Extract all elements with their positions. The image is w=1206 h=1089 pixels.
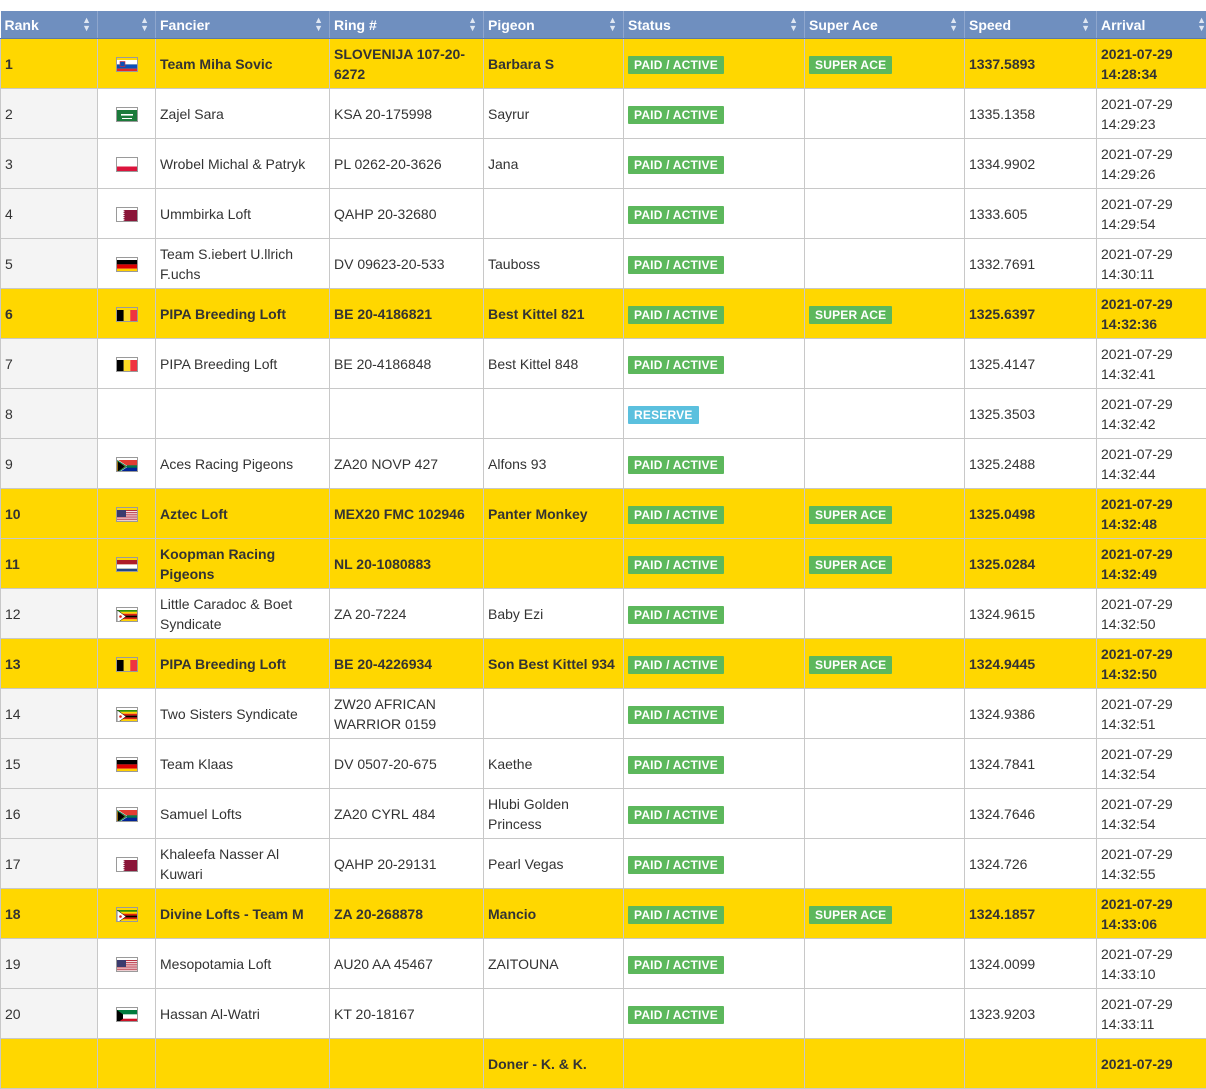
cell-flag [98, 139, 156, 189]
cell-fancier [156, 1039, 330, 1089]
cell-flag [98, 239, 156, 289]
cell-pigeon: Pearl Vegas [484, 839, 624, 889]
cell-fancier [156, 389, 330, 439]
cell-rank: 4 [1, 189, 98, 239]
super-ace-badge: SUPER ACE [809, 556, 892, 574]
cell-pigeon: ZAITOUNA [484, 939, 624, 989]
cell-pigeon: Doner - K. & K. [484, 1039, 624, 1089]
germany-flag-icon [116, 257, 138, 272]
cell-flag [98, 839, 156, 889]
cell-rank: 11 [1, 539, 98, 589]
cell-arrival: 2021-07-29 14:33:11 [1097, 989, 1206, 1039]
cell-ring: PL 0262-20-3626 [330, 139, 484, 189]
cell-speed: 1333.605 [965, 189, 1097, 239]
header-status[interactable]: Status ▲ ▼ [624, 11, 805, 39]
cell-flag [98, 339, 156, 389]
cell-speed: 1324.726 [965, 839, 1097, 889]
cell-rank: 19 [1, 939, 98, 989]
cell-pigeon: Best Kittel 848 [484, 339, 624, 389]
cell-speed: 1325.0498 [965, 489, 1097, 539]
cell-status [624, 639, 805, 689]
status-badge: PAID / ACTIVE [628, 456, 724, 474]
slovenia-flag-icon [116, 57, 138, 72]
cell-speed: 1325.6397 [965, 289, 1097, 339]
cell-status [624, 989, 805, 1039]
cell-rank: 15 [1, 739, 98, 789]
cell-fancier: PIPA Breeding Loft [156, 339, 330, 389]
cell-arrival: 2021-07-29 14:32:42 [1097, 389, 1206, 439]
cell-fancier: Samuel Lofts [156, 789, 330, 839]
header-flag[interactable] [98, 11, 156, 39]
zimbabwe-flag-icon [116, 607, 138, 622]
cell-status [624, 839, 805, 889]
cell-rank: 17 [1, 839, 98, 889]
cell-arrival: 2021-07-29 14:32:50 [1097, 589, 1206, 639]
cell-pigeon [484, 689, 624, 739]
cell-fancier: Two Sisters Syndicate [156, 689, 330, 739]
usa-flag-icon [116, 957, 138, 972]
cell-pigeon: Sayrur [484, 89, 624, 139]
cell-rank: 20 [1, 989, 98, 1039]
cell-flag [98, 939, 156, 989]
cell-status [624, 289, 805, 339]
cell-flag [98, 1039, 156, 1089]
cell-ring: QAHP 20-32680 [330, 189, 484, 239]
cell-speed [965, 1039, 1097, 1089]
cell-super-ace [805, 89, 965, 139]
super-ace-badge: SUPER ACE [809, 306, 892, 324]
cell-super-ace [805, 589, 965, 639]
status-badge: RESERVE [628, 406, 699, 424]
cell-rank: 12 [1, 589, 98, 639]
southafrica-flag-icon [116, 457, 138, 472]
cell-fancier: Divine Lofts - Team M [156, 889, 330, 939]
cell-fancier: Team Klaas [156, 739, 330, 789]
cell-rank: 3 [1, 139, 98, 189]
cell-arrival: 2021-07-29 14:32:41 [1097, 339, 1206, 389]
cell-speed: 1325.3503 [965, 389, 1097, 439]
cell-arrival: 2021-07-29 14:32:50 [1097, 639, 1206, 689]
cell-pigeon: Alfons 93 [484, 439, 624, 489]
table-row[interactable] [1, 1039, 1206, 1089]
cell-speed: 1337.5893 [965, 39, 1097, 89]
cell-flag [98, 439, 156, 489]
cell-fancier: Koopman Racing Pigeons [156, 539, 330, 589]
cell-status [624, 939, 805, 989]
status-badge: PAID / ACTIVE [628, 1006, 724, 1024]
cell-ring [330, 1039, 484, 1089]
cell-status [624, 539, 805, 589]
status-badge: PAID / ACTIVE [628, 356, 724, 374]
cell-rank: 5 [1, 239, 98, 289]
cell-arrival: 2021-07-29 14:29:26 [1097, 139, 1206, 189]
cell-flag [98, 389, 156, 439]
super-ace-badge: SUPER ACE [809, 906, 892, 924]
table-row[interactable] [1, 39, 1206, 89]
table-row[interactable] [1, 339, 1206, 389]
cell-speed: 1324.1857 [965, 889, 1097, 939]
cell-rank: 13 [1, 639, 98, 689]
cell-speed: 1324.9615 [965, 589, 1097, 639]
cell-flag [98, 489, 156, 539]
cell-status [624, 389, 805, 439]
cell-flag [98, 739, 156, 789]
status-badge: PAID / ACTIVE [628, 656, 724, 674]
table-row[interactable] [1, 89, 1206, 139]
cell-fancier: PIPA Breeding Loft [156, 289, 330, 339]
cell-arrival: 2021-07-29 14:30:11 [1097, 239, 1206, 289]
cell-rank: 18 [1, 889, 98, 939]
cell-status [624, 889, 805, 939]
cell-status [624, 339, 805, 389]
cell-flag [98, 789, 156, 839]
sort-icon[interactable]: ▲ ▼ [468, 16, 477, 32]
cell-speed: 1325.4147 [965, 339, 1097, 389]
cell-pigeon: Mancio [484, 889, 624, 939]
cell-arrival: 2021-07-29 [1097, 1039, 1206, 1089]
cell-rank: 7 [1, 339, 98, 389]
cell-flag [98, 889, 156, 939]
status-badge: PAID / ACTIVE [628, 56, 724, 74]
zimbabwe-flag-icon [116, 707, 138, 722]
cell-ring: ZA 20-268878 [330, 889, 484, 939]
cell-ring: SLOVENIJA 107-20-6272 [330, 39, 484, 89]
race-results-table [0, 11, 1206, 1089]
cell-fancier: Khaleefa Nasser Al Kuwari [156, 839, 330, 889]
cell-status [624, 789, 805, 839]
status-badge: PAID / ACTIVE [628, 706, 724, 724]
cell-flag [98, 639, 156, 689]
table-row[interactable] [1, 989, 1206, 1039]
cell-pigeon: Baby Ezi [484, 589, 624, 639]
sort-icon[interactable]: ▲ ▼ [1081, 16, 1090, 32]
header-arrival[interactable]: Arrival ▲ ▼ [1097, 11, 1206, 39]
cell-ring: ZW20 AFRICAN WARRIOR 0159 [330, 689, 484, 739]
cell-ring: QAHP 20-29131 [330, 839, 484, 889]
top-strip [0, 0, 1206, 11]
table-row[interactable] [1, 239, 1206, 289]
cell-super-ace [805, 839, 965, 889]
cell-speed: 1324.7841 [965, 739, 1097, 789]
table-row[interactable] [1, 839, 1206, 889]
cell-ring: BE 20-4186821 [330, 289, 484, 339]
cell-status [624, 39, 805, 89]
belgium-flag-icon [116, 657, 138, 672]
cell-super-ace [805, 539, 965, 589]
cell-speed: 1323.9203 [965, 989, 1097, 1039]
cell-status [624, 689, 805, 739]
qatar-flag-icon [116, 857, 138, 872]
cell-status [624, 489, 805, 539]
cell-fancier: Aztec Loft [156, 489, 330, 539]
cell-ring: BE 20-4226934 [330, 639, 484, 689]
cell-flag [98, 89, 156, 139]
cell-speed: 1325.0284 [965, 539, 1097, 589]
cell-rank: 8 [1, 389, 98, 439]
cell-status [624, 589, 805, 639]
cell-ring [330, 389, 484, 439]
status-badge: PAID / ACTIVE [628, 806, 724, 824]
belgium-flag-icon [116, 307, 138, 322]
table-row[interactable] [1, 739, 1206, 789]
cell-ring: BE 20-4186848 [330, 339, 484, 389]
sort-icon[interactable]: ▲ ▼ [1197, 16, 1206, 32]
cell-arrival: 2021-07-29 14:29:54 [1097, 189, 1206, 239]
cell-arrival: 2021-07-29 14:32:49 [1097, 539, 1206, 589]
saudi-flag-icon [116, 107, 138, 122]
cell-status [624, 239, 805, 289]
cell-fancier: Hassan Al-Watri [156, 989, 330, 1039]
status-badge: PAID / ACTIVE [628, 306, 724, 324]
table-row[interactable] [1, 489, 1206, 539]
cell-ring: KT 20-18167 [330, 989, 484, 1039]
cell-arrival: 2021-07-29 14:32:48 [1097, 489, 1206, 539]
cell-pigeon: Panter Monkey [484, 489, 624, 539]
cell-ring: ZA20 NOVP 427 [330, 439, 484, 489]
cell-super-ace [805, 1039, 965, 1089]
cell-super-ace [805, 39, 965, 89]
cell-arrival: 2021-07-29 14:29:23 [1097, 89, 1206, 139]
netherlands-flag-icon [116, 557, 138, 572]
cell-flag [98, 189, 156, 239]
cell-rank: 10 [1, 489, 98, 539]
table-row[interactable] [1, 439, 1206, 489]
cell-pigeon: Hlubi Golden Princess [484, 789, 624, 839]
cell-status [624, 139, 805, 189]
southafrica-flag-icon [116, 807, 138, 822]
cell-pigeon: Kaethe [484, 739, 624, 789]
status-badge: PAID / ACTIVE [628, 206, 724, 224]
cell-rank: 14 [1, 689, 98, 739]
table-row[interactable] [1, 639, 1206, 689]
status-badge: PAID / ACTIVE [628, 556, 724, 574]
usa-flag-icon [116, 507, 138, 522]
status-badge: PAID / ACTIVE [628, 256, 724, 274]
cell-status [624, 89, 805, 139]
cell-super-ace [805, 689, 965, 739]
super-ace-badge: SUPER ACE [809, 506, 892, 524]
cell-pigeon [484, 539, 624, 589]
cell-rank: 16 [1, 789, 98, 839]
cell-pigeon [484, 989, 624, 1039]
cell-pigeon: Jana [484, 139, 624, 189]
header-super-ace[interactable]: Super Ace ▲ ▼ [805, 11, 965, 39]
cell-speed: 1324.0099 [965, 939, 1097, 989]
cell-fancier: Wrobel Michal & Patryk [156, 139, 330, 189]
table-row[interactable] [1, 189, 1206, 239]
cell-super-ace [805, 889, 965, 939]
cell-fancier: Team S.iebert U.llrich F.uchs [156, 239, 330, 289]
cell-super-ace [805, 389, 965, 439]
cell-speed: 1325.2488 [965, 439, 1097, 489]
zimbabwe-flag-icon [116, 907, 138, 922]
table-row[interactable] [1, 289, 1206, 339]
status-badge: PAID / ACTIVE [628, 156, 724, 174]
cell-rank: 6 [1, 289, 98, 339]
cell-ring: NL 20-1080883 [330, 539, 484, 589]
cell-arrival: 2021-07-29 14:32:44 [1097, 439, 1206, 489]
sort-icon[interactable]: ▲ ▼ [789, 16, 798, 32]
cell-pigeon: Tauboss [484, 239, 624, 289]
cell-fancier: Zajel Sara [156, 89, 330, 139]
cell-arrival: 2021-07-29 14:32:54 [1097, 739, 1206, 789]
cell-flag [98, 989, 156, 1039]
table-row[interactable] [1, 889, 1206, 939]
cell-super-ace [805, 789, 965, 839]
cell-super-ace [805, 639, 965, 689]
cell-super-ace [805, 739, 965, 789]
cell-fancier: Little Caradoc & Boet Syndicate [156, 589, 330, 639]
cell-pigeon [484, 189, 624, 239]
cell-status [624, 739, 805, 789]
cell-flag [98, 539, 156, 589]
kuwait-flag-icon [116, 1007, 138, 1022]
cell-ring: AU20 AA 45467 [330, 939, 484, 989]
table-row[interactable] [1, 939, 1206, 989]
cell-super-ace [805, 939, 965, 989]
cell-rank [1, 1039, 98, 1089]
status-badge: PAID / ACTIVE [628, 856, 724, 874]
cell-pigeon: Barbara S [484, 39, 624, 89]
table-row[interactable] [1, 139, 1206, 189]
header-fancier[interactable]: Fancier ▲ ▼ [156, 11, 330, 39]
cell-status [624, 189, 805, 239]
cell-ring: DV 0507-20-675 [330, 739, 484, 789]
cell-speed: 1324.9445 [965, 639, 1097, 689]
super-ace-badge: SUPER ACE [809, 656, 892, 674]
cell-status [624, 439, 805, 489]
cell-rank: 9 [1, 439, 98, 489]
cell-pigeon: Best Kittel 821 [484, 289, 624, 339]
table-row[interactable] [1, 539, 1206, 589]
super-ace-badge: SUPER ACE [809, 56, 892, 74]
cell-flag [98, 289, 156, 339]
cell-ring: KSA 20-175998 [330, 89, 484, 139]
header-ring[interactable]: Ring # ▲ ▼ [330, 11, 484, 39]
cell-fancier: Mesopotamia Loft [156, 939, 330, 989]
cell-super-ace [805, 339, 965, 389]
sort-icon[interactable]: ▲ ▼ [140, 16, 149, 32]
cell-arrival: 2021-07-29 14:32:55 [1097, 839, 1206, 889]
cell-speed: 1335.1358 [965, 89, 1097, 139]
belgium-flag-icon [116, 357, 138, 372]
cell-speed: 1332.7691 [965, 239, 1097, 289]
cell-super-ace [805, 989, 965, 1039]
germany-flag-icon [116, 757, 138, 772]
cell-fancier: Ummbirka Loft [156, 189, 330, 239]
status-badge: PAID / ACTIVE [628, 906, 724, 924]
cell-speed: 1334.9902 [965, 139, 1097, 189]
sort-icon[interactable]: ▲ ▼ [608, 16, 617, 32]
cell-ring: ZA 20-7224 [330, 589, 484, 639]
cell-ring: DV 09623-20-533 [330, 239, 484, 289]
status-badge: PAID / ACTIVE [628, 956, 724, 974]
cell-status [624, 1039, 805, 1089]
cell-pigeon: Son Best Kittel 934 [484, 639, 624, 689]
table-row[interactable] [1, 789, 1206, 839]
status-badge: PAID / ACTIVE [628, 106, 724, 124]
table-row[interactable] [1, 389, 1206, 439]
header-pigeon[interactable]: Pigeon ▲ ▼ [484, 11, 624, 39]
cell-arrival: 2021-07-29 14:32:51 [1097, 689, 1206, 739]
poland-flag-icon [116, 157, 138, 172]
cell-flag [98, 689, 156, 739]
cell-flag [98, 39, 156, 89]
cell-arrival: 2021-07-29 14:33:10 [1097, 939, 1206, 989]
cell-ring: ZA20 CYRL 484 [330, 789, 484, 839]
cell-super-ace [805, 289, 965, 339]
header-speed[interactable]: Speed ▲ ▼ [965, 11, 1097, 39]
cell-rank: 1 [1, 39, 98, 89]
cell-arrival: 2021-07-29 14:32:54 [1097, 789, 1206, 839]
cell-flag [98, 589, 156, 639]
sort-icon[interactable]: ▲ ▼ [314, 16, 323, 32]
cell-rank: 2 [1, 89, 98, 139]
cell-arrival: 2021-07-29 14:33:06 [1097, 889, 1206, 939]
sort-icon[interactable]: ▲ ▼ [82, 16, 91, 32]
table-row[interactable] [1, 689, 1206, 739]
cell-super-ace [805, 139, 965, 189]
table-row[interactable] [1, 589, 1206, 639]
qatar-flag-icon [116, 207, 138, 222]
status-badge: PAID / ACTIVE [628, 506, 724, 524]
cell-speed: 1324.7646 [965, 789, 1097, 839]
cell-speed: 1324.9386 [965, 689, 1097, 739]
header-row [1, 11, 1206, 39]
cell-ring: MEX20 FMC 102946 [330, 489, 484, 539]
cell-pigeon [484, 389, 624, 439]
status-badge: PAID / ACTIVE [628, 756, 724, 774]
cell-arrival: 2021-07-29 14:32:36 [1097, 289, 1206, 339]
status-badge: PAID / ACTIVE [628, 606, 724, 624]
cell-fancier: Aces Racing Pigeons [156, 439, 330, 489]
cell-super-ace [805, 239, 965, 289]
cell-super-ace [805, 489, 965, 539]
cell-arrival: 2021-07-29 14:28:34 [1097, 39, 1206, 89]
sort-icon[interactable]: ▲ ▼ [949, 16, 958, 32]
cell-fancier: Team Miha Sovic [156, 39, 330, 89]
cell-fancier: PIPA Breeding Loft [156, 639, 330, 689]
header-rank[interactable]: Rank ▲ ▼ [1, 11, 98, 39]
cell-super-ace [805, 189, 965, 239]
cell-super-ace [805, 439, 965, 489]
